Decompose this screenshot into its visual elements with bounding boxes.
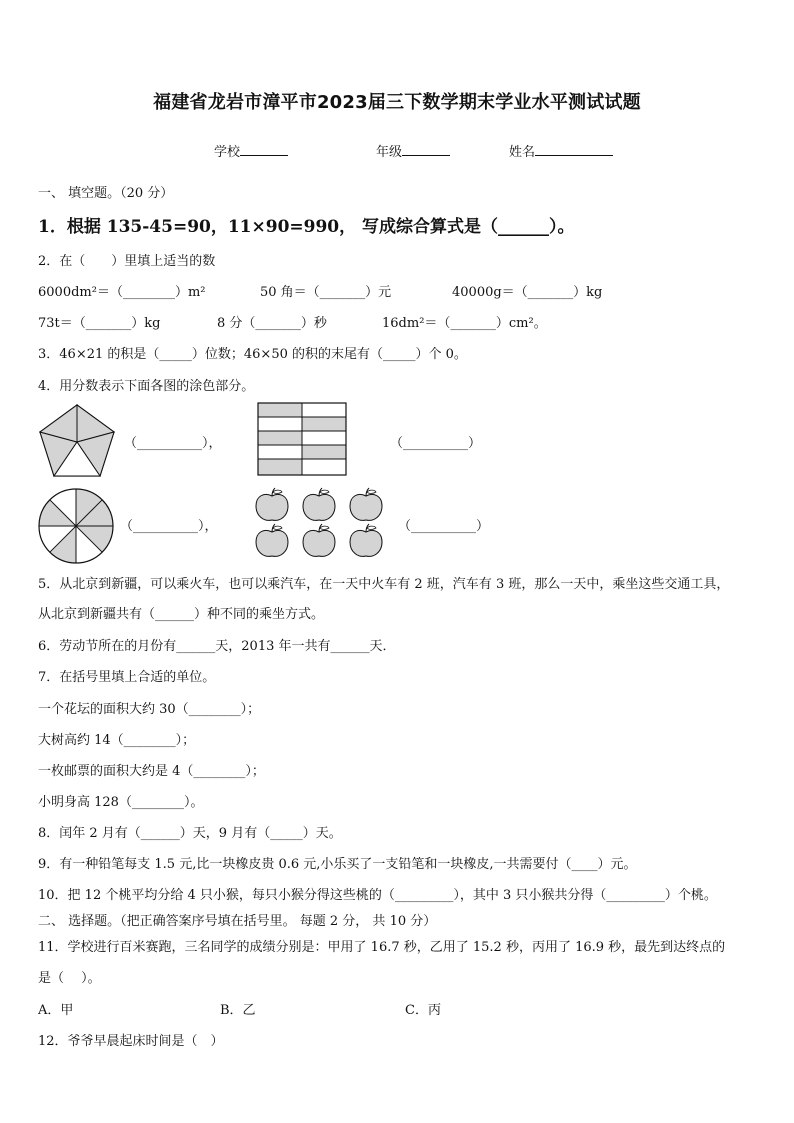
q7-item-4: 小明身高 128（________）。 xyxy=(38,795,204,810)
question-10: 10．把 12 个桃平均分给 4 只小猴，每只小猴分得这些桃的（_________），其中 3 只小猴共分得（_________）个桃。 xyxy=(38,888,717,903)
apple-icon xyxy=(303,524,335,556)
question-11-line-1: 11．学校进行百米赛跑，三名同学的成绩分别是：甲用了 16.7 秒，乙用了 15.2 秒，丙用了 16.9 秒，最先到达终点的 xyxy=(38,940,726,955)
grid-figure xyxy=(256,402,350,478)
q4-answer-3[interactable]: （__________）， xyxy=(120,519,218,534)
question-1: 1．根据 135-45=90，11×90=990， 写成综合算式是（______）。 xyxy=(38,217,575,237)
circle-sector-shaded xyxy=(39,500,76,526)
section-1-heading: 一、 填空题。（20 分） xyxy=(38,186,174,201)
grid-cell-shaded xyxy=(258,403,302,417)
apple-icon xyxy=(303,488,335,520)
q2-item-1: 6000dm²＝（________）m² xyxy=(38,285,206,300)
q11-option-b[interactable]: B．乙 xyxy=(220,1003,256,1018)
q2-item-4: 73t＝（_______）kg xyxy=(38,316,161,331)
question-9: 9．有一种铅笔每支 1.5 元,比一块橡皮贵 0.6 元,小乐买了一支铅笔和一块橡皮,一共需要付（____）元。 xyxy=(38,857,637,872)
q11-option-a[interactable]: A．甲 xyxy=(38,1003,74,1018)
circle-figure xyxy=(36,486,116,566)
school-field[interactable] xyxy=(214,141,288,160)
apple-icon xyxy=(256,488,288,520)
question-5-line-2: 从北京到新疆共有（______）种不同的乘坐方式。 xyxy=(38,607,325,622)
page-title: 福建省龙岩市漳平市2023届三下数学期末学业水平测试试题 xyxy=(153,92,641,113)
apples-figure xyxy=(252,486,388,560)
q4-answer-4[interactable]: （__________） xyxy=(398,519,490,534)
q2-item-5: 8 分（_______）秒 xyxy=(217,316,327,331)
grid-cell-shaded xyxy=(258,431,302,445)
question-3: 3．46×21 的积是（_____）位数；46×50 的积的末尾有（_____）个 0。 xyxy=(38,347,467,362)
grid-cell-shaded xyxy=(302,445,346,459)
grade-blank[interactable] xyxy=(402,155,450,156)
grid-cell-shaded xyxy=(258,459,302,475)
question-7: 7．在括号里填上合适的单位。 xyxy=(38,670,216,685)
question-2: 2．在（ ）里填上适当的数 xyxy=(38,254,216,269)
q2-item-3: 40000g＝（_______）kg xyxy=(452,285,603,300)
apple-icon xyxy=(350,524,382,556)
apple-icon xyxy=(256,524,288,556)
q11-option-c[interactable]: C．丙 xyxy=(405,1003,441,1018)
q2-item-6: 16dm²＝（_______）cm²。 xyxy=(382,316,547,331)
school-blank[interactable] xyxy=(240,155,288,156)
q4-answer-1[interactable]: （__________）， xyxy=(124,436,222,451)
question-5-line-1: 5．从北京到新疆，可以乘火车，也可以乘汽车，在一天中火车有 2 班，汽车有 3 班，那么一天中，乘坐这些交通工具， xyxy=(38,577,730,592)
q4-answer-2[interactable]: （__________） xyxy=(390,436,482,451)
name-label: 姓名 xyxy=(509,145,536,160)
grade-label: 年级 xyxy=(376,145,403,160)
circle-sector-shaded xyxy=(76,526,113,552)
question-6: 6．劳动节所在的月份有______天，2013 年一共有______天． xyxy=(38,639,396,654)
question-4: 4．用分数表示下面各图的涂色部分。 xyxy=(38,379,255,394)
circle-sector-shaded xyxy=(50,526,76,563)
name-field[interactable] xyxy=(509,141,613,160)
grid-cell-shaded xyxy=(302,417,346,431)
q7-item-2: 大树高约 14（________）； xyxy=(38,733,196,748)
school-label: 学校 xyxy=(214,145,241,160)
question-12: 12．爷爷早晨起床时间是（ ） xyxy=(38,1034,224,1049)
name-blank[interactable] xyxy=(535,155,613,156)
pentagon-figure xyxy=(36,402,118,480)
grade-field[interactable] xyxy=(376,141,450,160)
apple-icon xyxy=(350,488,382,520)
question-8: 8．闰年 2 月有（______）天，9 月有（_____）天。 xyxy=(38,826,342,841)
q7-item-3: 一枚邮票的面积大约是 4（________）； xyxy=(38,764,265,779)
question-11-line-2: 是（ ）。 xyxy=(38,971,101,986)
q2-item-2: 50 角＝（_______）元 xyxy=(260,285,392,300)
section-2-heading: 二、 选择题。（把正确答案序号填在括号里。 每题 2 分， 共 10 分） xyxy=(38,914,437,929)
q7-item-1: 一个花坛的面积大约 30（________）； xyxy=(38,702,261,717)
